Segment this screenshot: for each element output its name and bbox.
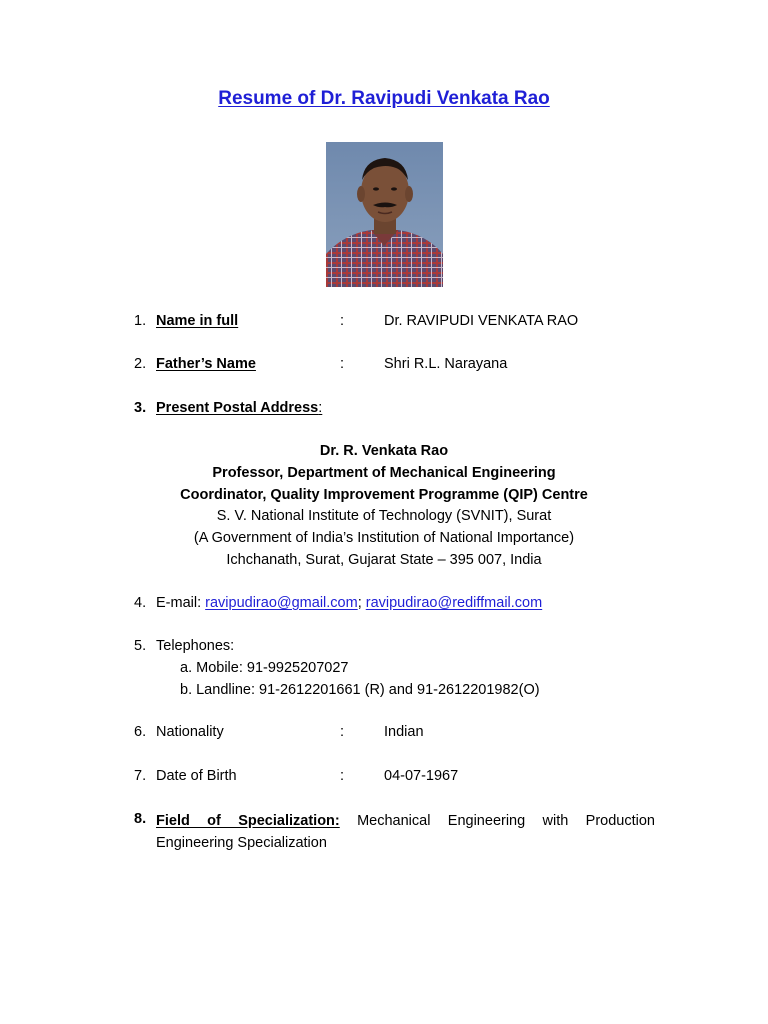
email-link-rediffmail[interactable]: ravipudirao@rediffmail.com	[365, 595, 543, 611]
page-title: Resume of Dr. Ravipudi Venkata Rao	[218, 88, 550, 109]
specialization-value: Mechanical Engineering with Production Engineering Specialization	[156, 813, 655, 851]
name-label: Name in full	[156, 313, 239, 329]
name-value: Dr. RAVIPUDI VENKATA RAO	[384, 313, 579, 329]
resume-page: Resume of Dr. Ravipudi Venkata Rao 1. Name in full : Dr. RAVIPUDI VENKATA RAO 2. Father’s Name : Shri R.L. Narayana 3. Present Postal Address: Dr. R. Venkata Rao Professor, Department of Mechanical Engineering Coordinator, Quality Improvement Programme (QIP) Centre S. V. National Institute of Technology (SVNIT), Surat (A Government of India’s Institution of National Importance) Ichchanath, Surat, Gujarat State – 395 007, India 4. E-mail: ravipudirao@gmail.com; ravipudirao@rediffmail.com 5. Telephones: a. Mobile: 91-9925207027 b. Landline: 91-2612201661 (R) and 91-2612201982(O) 6. Nationality : Indian 7. Date of Birth : 04-07-1967 8. Field of Specialization: Mechanical Engineering with Production Engineering Specialization	[0, 0, 768, 1024]
address-line-institute: S. V. National Institute of Technology (SVNIT), Surat	[216, 508, 552, 525]
fathers-name-label: Father’s Name	[156, 356, 256, 372]
telephones-label: Telephones:	[156, 638, 235, 654]
portrait-image	[326, 142, 443, 287]
dob-value: 04-07-1967	[384, 768, 459, 784]
address-line-designation: Professor, Department of Mechanical Engineering	[212, 464, 556, 481]
postal-address-label: Present Postal Address	[156, 400, 319, 416]
address-line-status: (A Government of India’s Institution of National Importance)	[193, 530, 575, 547]
nationality-label: Nationality	[156, 724, 224, 740]
specialization-label: Field of Specialization:	[156, 813, 340, 829]
postal-address-block	[0, 441, 768, 572]
dob-label: Date of Birth	[156, 768, 237, 784]
fathers-name-value: Shri R.L. Narayana	[384, 356, 508, 372]
address-line-coordinator: Coordinator, Quality Improvement Programme (QIP) Centre	[180, 486, 588, 503]
address-line-city: Ichchanath, Surat, Gujarat State – 395 007, India	[226, 551, 542, 568]
item-specialization	[156, 810, 655, 854]
address-line-name: Dr. R. Venkata Rao	[319, 443, 449, 459]
portrait-photo	[326, 142, 443, 287]
email-link-gmail[interactable]: ravipudirao@gmail.com	[205, 595, 358, 611]
nationality-value: Indian	[384, 724, 424, 740]
